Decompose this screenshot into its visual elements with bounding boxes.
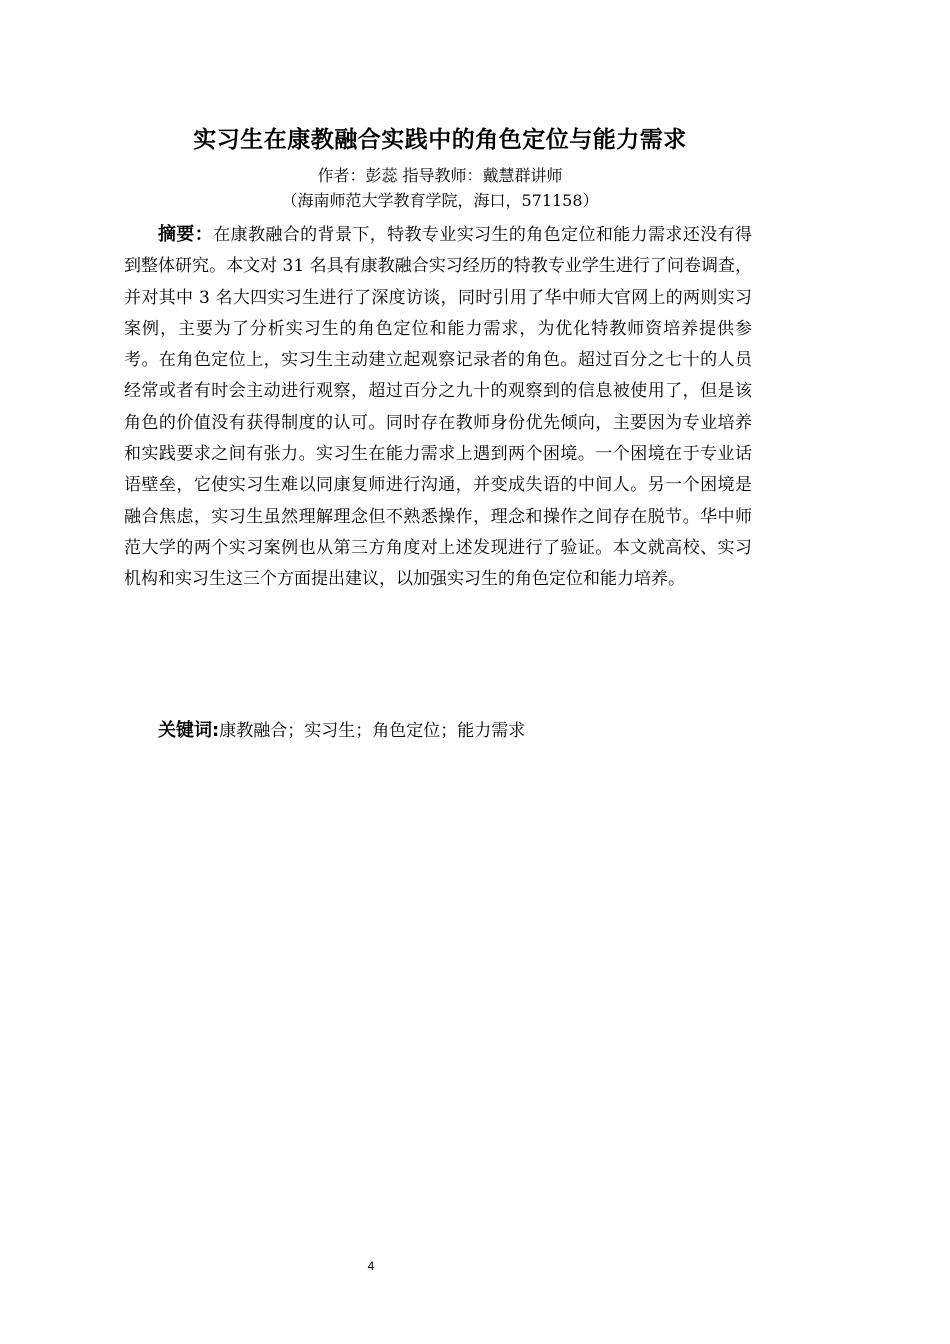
affiliation-line: （海南师范大学教育学院，海口，571158） <box>281 191 599 210</box>
keywords-line <box>158 716 752 746</box>
abstract-text: 在康教融合的背景下，特教专业实习生的角色定位和能力需求还没有得到整体研究。本文对 31 名具有康教融合实习经历的特教专业学生进行了问卷调查，并对其中 3 名大四实习生进行了深度访谈，同时引用了华中师大官网上的两则实习案例，主要为了分析实习生的角色定位和能力需求，为优化特教师资培养提供参考。在角色定位上，实习生主动建立起观察记录者的角色。超过百分之七十的人员经常或者有时会主动进行观察，超过百分之九十的观察到的信息被使用了，但是该角色的价值没有获得制度的认可。同时存在教师身份优先倾向，主要因为专业培养和实践要求之间有张力。实习生在能力需求上遇到两个困境。一个困境在于专业话语壁垒，它使实习生难以同康复师进行沟通，并变成失语的中间人。另一个困境是融合焦虑，实习生虽然理解理念但不熟悉操作，理念和操作之间存在脱节。华中师范大学的两个实习案例也从第三方角度对上述发现进行了验证。本文就高校、实习机构和实习生这三个方面提出建议，以加强实习生的角色定位和能力培养。 <box>124 225 753 590</box>
author-line: 作者：彭蕊 指导教师：戴慧群讲师 <box>317 166 563 185</box>
page-number: 4 <box>367 1259 375 1273</box>
keywords-label: 关键词: <box>158 720 220 741</box>
document-title: 实习生在康教融合实践中的角色定位与能力需求 <box>193 127 687 153</box>
abstract-paragraph <box>124 219 752 596</box>
abstract-label: 摘要： <box>158 224 214 245</box>
keywords-text: 康教融合；实习生；角色定位；能力需求 <box>219 721 526 741</box>
